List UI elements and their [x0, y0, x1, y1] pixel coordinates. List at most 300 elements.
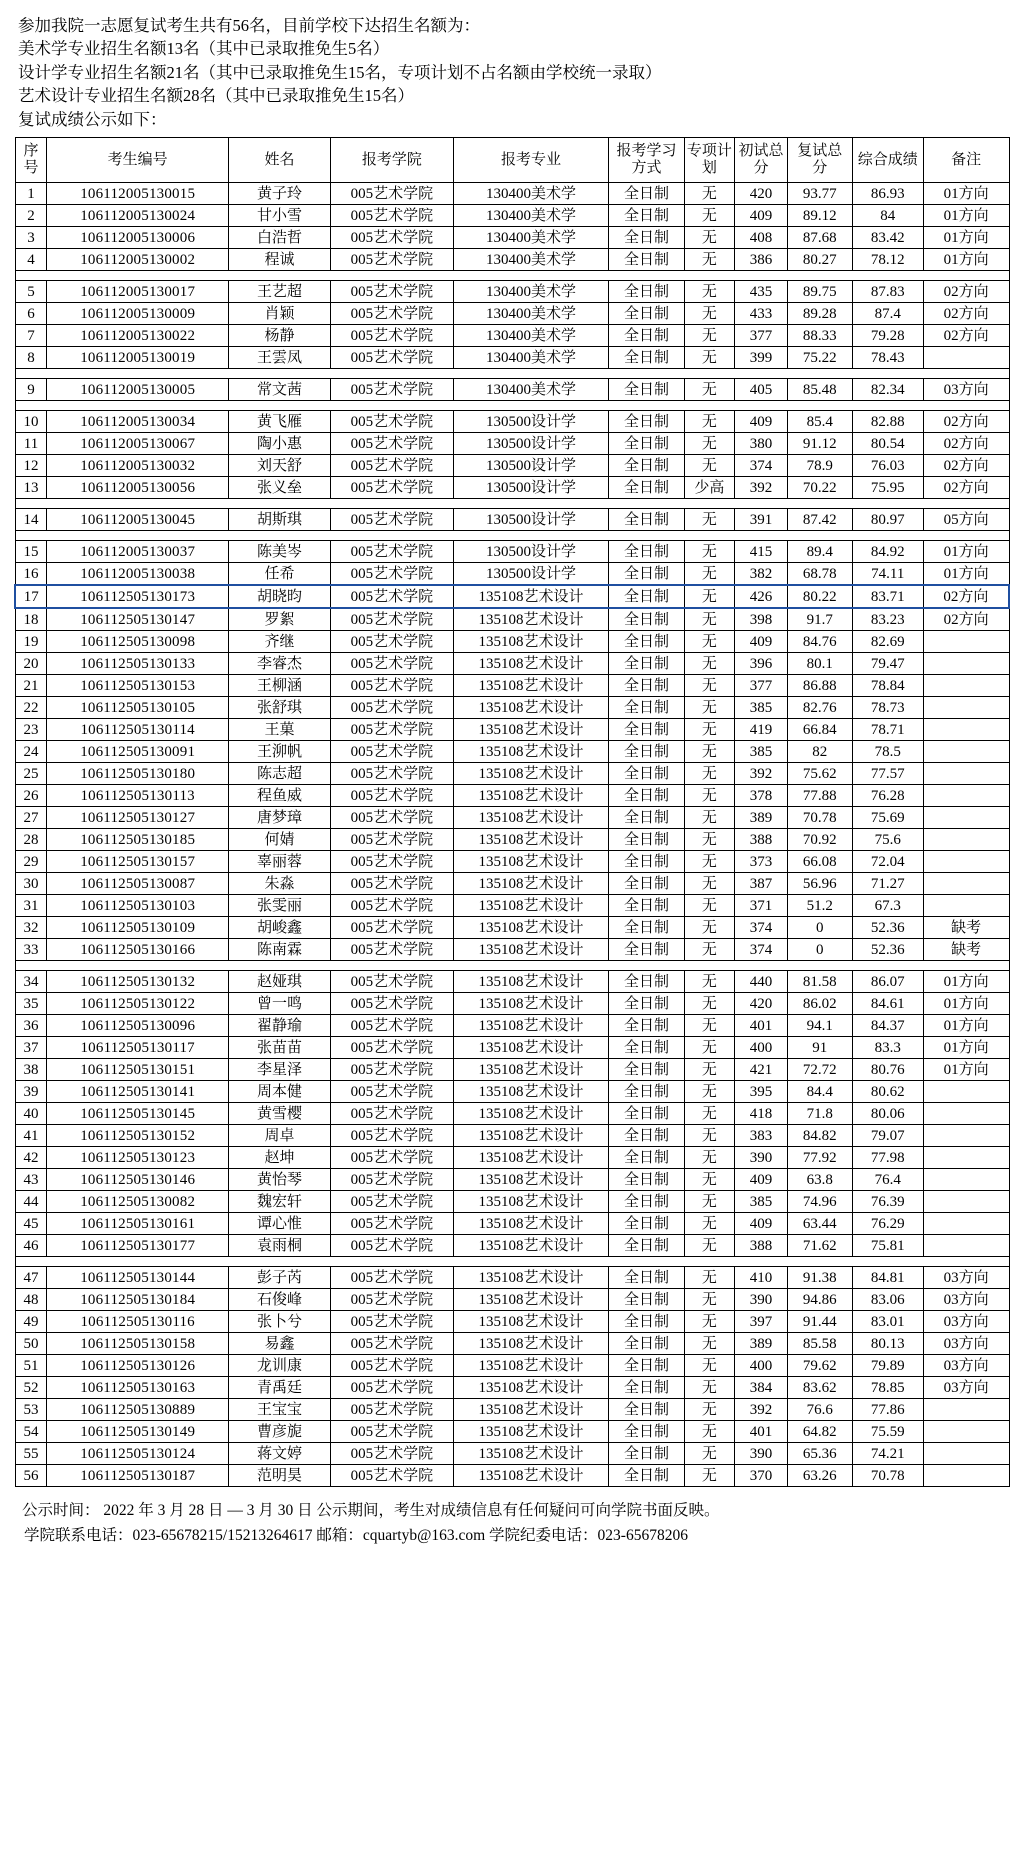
cell-study-mode: 全日制 [609, 697, 684, 719]
cell-name: 张舒琪 [228, 697, 330, 719]
cell-major: 135108艺术设计 [453, 829, 609, 851]
cell-major: 135108艺术设计 [453, 1421, 609, 1443]
cell-name: 王艺超 [228, 281, 330, 303]
cell-index: 50 [15, 1333, 47, 1355]
cell-retest-score: 63.26 [787, 1465, 852, 1487]
cell-overall-score: 78.85 [852, 1377, 923, 1399]
cell-name: 魏宏轩 [228, 1191, 330, 1213]
cell-remark: 01方向 [923, 249, 1009, 271]
cell-study-mode: 全日制 [609, 281, 684, 303]
cell-college: 005艺术学院 [331, 631, 454, 653]
cell-name: 王柳涵 [228, 675, 330, 697]
cell-special-plan: 无 [684, 1015, 735, 1037]
cell-overall-score: 52.36 [852, 939, 923, 961]
cell-college: 005艺术学院 [331, 1213, 454, 1235]
cell-remark [923, 1125, 1009, 1147]
cell-overall-score: 79.47 [852, 653, 923, 675]
cell-remark [923, 1213, 1009, 1235]
column-header-initial-score: 初试总分 [735, 138, 788, 183]
cell-remark [923, 653, 1009, 675]
cell-special-plan: 无 [684, 1081, 735, 1103]
cell-candidate-number: 106112505130114 [47, 719, 228, 741]
cell-index: 49 [15, 1311, 47, 1333]
cell-index: 3 [15, 227, 47, 249]
cell-overall-score: 83.3 [852, 1037, 923, 1059]
table-row [15, 509, 1009, 531]
table-group-separator [15, 271, 1009, 281]
cell-special-plan: 无 [684, 1311, 735, 1333]
cell-special-plan: 无 [684, 763, 735, 785]
cell-special-plan: 少高 [684, 477, 735, 499]
cell-name: 青禹廷 [228, 1377, 330, 1399]
table-row [15, 1015, 1009, 1037]
cell-name: 周本健 [228, 1081, 330, 1103]
cell-overall-score: 52.36 [852, 917, 923, 939]
separator-cell [15, 531, 1009, 541]
cell-initial-score: 371 [735, 895, 788, 917]
table-header-row [15, 138, 1009, 183]
cell-remark: 02方向 [923, 608, 1009, 631]
intro-line-3: 设计学专业招生名额21名（其中已录取推免生15名，专项计划不占名额由学校统一录取） [18, 62, 662, 82]
cell-candidate-number: 106112005130015 [47, 183, 228, 205]
cell-study-mode: 全日制 [609, 1103, 684, 1125]
cell-overall-score: 83.06 [852, 1289, 923, 1311]
table-row [15, 1311, 1009, 1333]
table-row [15, 1333, 1009, 1355]
cell-special-plan: 无 [684, 325, 735, 347]
cell-index: 4 [15, 249, 47, 271]
table-row [15, 993, 1009, 1015]
cell-special-plan: 无 [684, 608, 735, 631]
intro-line-4: 艺术设计专业招生名额28名（其中已录取推免生15名） [18, 86, 414, 106]
cell-college: 005艺术学院 [331, 205, 454, 227]
cell-overall-score: 80.97 [852, 509, 923, 531]
cell-major: 130400美术学 [453, 347, 609, 369]
cell-initial-score: 373 [735, 851, 788, 873]
cell-remark: 03方向 [923, 1355, 1009, 1377]
cell-study-mode: 全日制 [609, 455, 684, 477]
cell-college: 005艺术学院 [331, 993, 454, 1015]
cell-initial-score: 409 [735, 411, 788, 433]
cell-name: 赵坤 [228, 1147, 330, 1169]
cell-index: 53 [15, 1399, 47, 1421]
cell-remark: 03方向 [923, 1377, 1009, 1399]
cell-candidate-number: 106112505130141 [47, 1081, 228, 1103]
cell-overall-score: 87.4 [852, 303, 923, 325]
table-group-separator [15, 369, 1009, 379]
cell-college: 005艺术学院 [331, 829, 454, 851]
cell-retest-score: 93.77 [787, 183, 852, 205]
cell-study-mode: 全日制 [609, 763, 684, 785]
cell-index: 31 [15, 895, 47, 917]
retest-scores-table [14, 137, 1010, 1487]
cell-candidate-number: 106112505130177 [47, 1235, 228, 1257]
cell-major: 135108艺术设计 [453, 1443, 609, 1465]
table-group-separator [15, 401, 1009, 411]
cell-name: 易鑫 [228, 1333, 330, 1355]
cell-name: 陈南霖 [228, 939, 330, 961]
cell-remark: 03方向 [923, 379, 1009, 401]
table-row [15, 873, 1009, 895]
table-row [15, 227, 1009, 249]
cell-special-plan: 无 [684, 433, 735, 455]
cell-study-mode: 全日制 [609, 1147, 684, 1169]
separator-cell [15, 499, 1009, 509]
cell-candidate-number: 106112505130153 [47, 675, 228, 697]
table-row [15, 741, 1009, 763]
cell-college: 005艺术学院 [331, 347, 454, 369]
table-row [15, 939, 1009, 961]
cell-special-plan: 无 [684, 303, 735, 325]
cell-special-plan: 无 [684, 281, 735, 303]
intro-line-2: 美术学专业招生名额13名（其中已录取推免生5名） [18, 39, 390, 59]
cell-special-plan: 无 [684, 205, 735, 227]
cell-study-mode: 全日制 [609, 1235, 684, 1257]
cell-study-mode: 全日制 [609, 993, 684, 1015]
cell-candidate-number: 106112505130184 [47, 1289, 228, 1311]
cell-remark: 缺考 [923, 917, 1009, 939]
intro-paragraph [18, 14, 1010, 131]
footer-notice [22, 1499, 1010, 1549]
cell-candidate-number: 106112005130017 [47, 281, 228, 303]
table-row [15, 1081, 1009, 1103]
cell-college: 005艺术学院 [331, 1147, 454, 1169]
cell-retest-score: 89.75 [787, 281, 852, 303]
cell-index: 46 [15, 1235, 47, 1257]
cell-major: 130500设计学 [453, 563, 609, 586]
cell-major: 135108艺术设计 [453, 631, 609, 653]
cell-special-plan: 无 [684, 227, 735, 249]
cell-candidate-number: 106112505130082 [47, 1191, 228, 1213]
cell-special-plan: 无 [684, 1355, 735, 1377]
table-row [15, 325, 1009, 347]
cell-major: 130500设计学 [453, 455, 609, 477]
cell-retest-score: 71.8 [787, 1103, 852, 1125]
cell-name: 常文茜 [228, 379, 330, 401]
cell-overall-score: 82.69 [852, 631, 923, 653]
cell-college: 005艺术学院 [331, 281, 454, 303]
cell-remark: 02方向 [923, 281, 1009, 303]
cell-study-mode: 全日制 [609, 563, 684, 586]
cell-retest-score: 86.88 [787, 675, 852, 697]
cell-retest-score: 72.72 [787, 1059, 852, 1081]
cell-name: 王泖帆 [228, 741, 330, 763]
cell-overall-score: 76.29 [852, 1213, 923, 1235]
cell-index: 5 [15, 281, 47, 303]
cell-candidate-number: 106112005130067 [47, 433, 228, 455]
cell-initial-score: 392 [735, 763, 788, 785]
cell-major: 135108艺术设计 [453, 1399, 609, 1421]
cell-study-mode: 全日制 [609, 249, 684, 271]
cell-index: 36 [15, 1015, 47, 1037]
cell-index: 56 [15, 1465, 47, 1487]
cell-special-plan: 无 [684, 851, 735, 873]
cell-retest-score: 84.4 [787, 1081, 852, 1103]
table-row [15, 563, 1009, 586]
cell-retest-score: 63.8 [787, 1169, 852, 1191]
cell-college: 005艺术学院 [331, 917, 454, 939]
cell-candidate-number: 106112505130123 [47, 1147, 228, 1169]
cell-college: 005艺术学院 [331, 1355, 454, 1377]
cell-remark [923, 1191, 1009, 1213]
cell-retest-score: 71.62 [787, 1235, 852, 1257]
cell-major: 130400美术学 [453, 227, 609, 249]
cell-college: 005艺术学院 [331, 455, 454, 477]
cell-initial-score: 408 [735, 227, 788, 249]
cell-retest-score: 91.44 [787, 1311, 852, 1333]
cell-candidate-number: 106112505130166 [47, 939, 228, 961]
cell-remark: 01方向 [923, 563, 1009, 586]
cell-study-mode: 全日制 [609, 829, 684, 851]
table-row [15, 697, 1009, 719]
separator-cell [15, 369, 1009, 379]
cell-college: 005艺术学院 [331, 939, 454, 961]
cell-candidate-number: 106112505130161 [47, 1213, 228, 1235]
cell-initial-score: 409 [735, 205, 788, 227]
cell-retest-score: 75.62 [787, 763, 852, 785]
cell-candidate-number: 106112505130116 [47, 1311, 228, 1333]
cell-index: 54 [15, 1421, 47, 1443]
table-row [15, 1213, 1009, 1235]
cell-major: 135108艺术设计 [453, 719, 609, 741]
cell-candidate-number: 106112005130034 [47, 411, 228, 433]
cell-index: 37 [15, 1037, 47, 1059]
cell-initial-score: 410 [735, 1267, 788, 1289]
cell-study-mode: 全日制 [609, 873, 684, 895]
cell-index: 55 [15, 1443, 47, 1465]
cell-overall-score: 80.76 [852, 1059, 923, 1081]
cell-overall-score: 76.03 [852, 455, 923, 477]
cell-remark [923, 347, 1009, 369]
cell-name: 肖颖 [228, 303, 330, 325]
cell-special-plan: 无 [684, 379, 735, 401]
cell-overall-score: 83.71 [852, 585, 923, 608]
cell-name: 石俊峰 [228, 1289, 330, 1311]
cell-overall-score: 82.34 [852, 379, 923, 401]
cell-major: 135108艺术设计 [453, 1059, 609, 1081]
cell-retest-score: 94.86 [787, 1289, 852, 1311]
cell-overall-score: 67.3 [852, 895, 923, 917]
cell-candidate-number: 106112505130126 [47, 1355, 228, 1377]
cell-name: 范明昊 [228, 1465, 330, 1487]
cell-candidate-number: 106112505130173 [47, 585, 228, 608]
cell-index: 17 [15, 585, 47, 608]
cell-major: 135108艺术设计 [453, 895, 609, 917]
cell-index: 44 [15, 1191, 47, 1213]
cell-remark: 缺考 [923, 939, 1009, 961]
table-group-separator [15, 961, 1009, 971]
cell-college: 005艺术学院 [331, 763, 454, 785]
cell-study-mode: 全日制 [609, 1399, 684, 1421]
cell-study-mode: 全日制 [609, 227, 684, 249]
cell-retest-score: 66.84 [787, 719, 852, 741]
cell-candidate-number: 106112505130124 [47, 1443, 228, 1465]
cell-overall-score: 76.39 [852, 1191, 923, 1213]
cell-remark [923, 697, 1009, 719]
cell-study-mode: 全日制 [609, 183, 684, 205]
table-row [15, 1443, 1009, 1465]
cell-major: 130500设计学 [453, 541, 609, 563]
cell-initial-score: 390 [735, 1443, 788, 1465]
cell-college: 005艺术学院 [331, 873, 454, 895]
cell-special-plan: 无 [684, 1103, 735, 1125]
table-row [15, 675, 1009, 697]
cell-retest-score: 81.58 [787, 971, 852, 993]
cell-index: 34 [15, 971, 47, 993]
cell-remark: 01方向 [923, 183, 1009, 205]
cell-major: 130400美术学 [453, 281, 609, 303]
cell-overall-score: 78.71 [852, 719, 923, 741]
cell-college: 005艺术学院 [331, 183, 454, 205]
cell-study-mode: 全日制 [609, 1059, 684, 1081]
cell-index: 12 [15, 455, 47, 477]
cell-study-mode: 全日制 [609, 741, 684, 763]
cell-initial-score: 391 [735, 509, 788, 531]
cell-retest-score: 68.78 [787, 563, 852, 586]
cell-college: 005艺术学院 [331, 851, 454, 873]
cell-college: 005艺术学院 [331, 1421, 454, 1443]
cell-remark [923, 1169, 1009, 1191]
cell-study-mode: 全日制 [609, 1377, 684, 1399]
cell-name: 罗絮 [228, 608, 330, 631]
cell-college: 005艺术学院 [331, 1059, 454, 1081]
table-row [15, 1289, 1009, 1311]
table-row [15, 477, 1009, 499]
cell-special-plan: 无 [684, 585, 735, 608]
cell-college: 005艺术学院 [331, 585, 454, 608]
cell-college: 005艺术学院 [331, 653, 454, 675]
cell-name: 蒋文婷 [228, 1443, 330, 1465]
cell-study-mode: 全日制 [609, 585, 684, 608]
cell-initial-score: 392 [735, 477, 788, 499]
cell-index: 39 [15, 1081, 47, 1103]
cell-initial-score: 440 [735, 971, 788, 993]
cell-name: 白浩哲 [228, 227, 330, 249]
cell-candidate-number: 106112005130006 [47, 227, 228, 249]
cell-remark: 03方向 [923, 1289, 1009, 1311]
table-row [15, 1377, 1009, 1399]
cell-remark: 01方向 [923, 1015, 1009, 1037]
cell-overall-score: 74.21 [852, 1443, 923, 1465]
cell-retest-score: 77.88 [787, 785, 852, 807]
cell-overall-score: 80.13 [852, 1333, 923, 1355]
cell-remark: 03方向 [923, 1333, 1009, 1355]
table-group-separator [15, 531, 1009, 541]
cell-overall-score: 87.83 [852, 281, 923, 303]
table-body [15, 183, 1009, 1487]
cell-candidate-number: 106112005130037 [47, 541, 228, 563]
column-header-study-mode: 报考学习方式 [609, 138, 684, 183]
cell-name: 胡峻鑫 [228, 917, 330, 939]
cell-initial-score: 433 [735, 303, 788, 325]
cell-index: 14 [15, 509, 47, 531]
cell-college: 005艺术学院 [331, 1235, 454, 1257]
cell-index: 15 [15, 541, 47, 563]
cell-overall-score: 84.81 [852, 1267, 923, 1289]
table-row [15, 303, 1009, 325]
cell-remark: 02方向 [923, 303, 1009, 325]
cell-retest-score: 77.92 [787, 1147, 852, 1169]
cell-overall-score: 79.89 [852, 1355, 923, 1377]
cell-retest-score: 91.12 [787, 433, 852, 455]
cell-initial-score: 374 [735, 939, 788, 961]
cell-index: 32 [15, 917, 47, 939]
table-group-separator [15, 499, 1009, 509]
cell-initial-score: 400 [735, 1355, 788, 1377]
cell-overall-score: 78.5 [852, 741, 923, 763]
cell-college: 005艺术学院 [331, 1037, 454, 1059]
cell-candidate-number: 106112005130002 [47, 249, 228, 271]
cell-major: 135108艺术设计 [453, 608, 609, 631]
cell-candidate-number: 106112505130103 [47, 895, 228, 917]
cell-index: 10 [15, 411, 47, 433]
cell-candidate-number: 106112505130109 [47, 917, 228, 939]
cell-remark: 03方向 [923, 1311, 1009, 1333]
cell-name: 刘天舒 [228, 455, 330, 477]
cell-major: 135108艺术设计 [453, 741, 609, 763]
cell-major: 135108艺术设计 [453, 917, 609, 939]
cell-candidate-number: 106112505130185 [47, 829, 228, 851]
cell-initial-score: 387 [735, 873, 788, 895]
cell-major: 130500设计学 [453, 411, 609, 433]
cell-index: 1 [15, 183, 47, 205]
cell-initial-score: 395 [735, 1081, 788, 1103]
cell-candidate-number: 106112005130056 [47, 477, 228, 499]
cell-college: 005艺术学院 [331, 1289, 454, 1311]
cell-candidate-number: 106112505130152 [47, 1125, 228, 1147]
table-row [15, 719, 1009, 741]
cell-college: 005艺术学院 [331, 303, 454, 325]
cell-candidate-number: 106112005130005 [47, 379, 228, 401]
cell-study-mode: 全日制 [609, 1015, 684, 1037]
cell-study-mode: 全日制 [609, 509, 684, 531]
cell-study-mode: 全日制 [609, 1169, 684, 1191]
cell-name: 周卓 [228, 1125, 330, 1147]
cell-index: 30 [15, 873, 47, 895]
table-row [15, 653, 1009, 675]
cell-index: 23 [15, 719, 47, 741]
cell-name: 唐梦璋 [228, 807, 330, 829]
table-row [15, 183, 1009, 205]
cell-overall-score: 75.81 [852, 1235, 923, 1257]
cell-remark [923, 763, 1009, 785]
cell-study-mode: 全日制 [609, 851, 684, 873]
cell-retest-score: 75.22 [787, 347, 852, 369]
cell-overall-score: 72.04 [852, 851, 923, 873]
cell-college: 005艺术学院 [331, 1169, 454, 1191]
cell-initial-score: 385 [735, 741, 788, 763]
cell-candidate-number: 106112505130187 [47, 1465, 228, 1487]
cell-retest-score: 74.96 [787, 1191, 852, 1213]
table-row [15, 829, 1009, 851]
cell-major: 135108艺术设计 [453, 653, 609, 675]
cell-candidate-number: 106112505130133 [47, 653, 228, 675]
column-header-college: 报考学院 [331, 138, 454, 183]
cell-name: 程诚 [228, 249, 330, 271]
cell-remark: 02方向 [923, 477, 1009, 499]
cell-special-plan: 无 [684, 1059, 735, 1081]
cell-retest-score: 51.2 [787, 895, 852, 917]
cell-index: 13 [15, 477, 47, 499]
cell-special-plan: 无 [684, 895, 735, 917]
cell-special-plan: 无 [684, 785, 735, 807]
cell-study-mode: 全日制 [609, 1191, 684, 1213]
cell-retest-score: 91.7 [787, 608, 852, 631]
cell-initial-score: 426 [735, 585, 788, 608]
cell-candidate-number: 106112505130146 [47, 1169, 228, 1191]
cell-major: 135108艺术设计 [453, 1103, 609, 1125]
cell-major: 135108艺术设计 [453, 873, 609, 895]
